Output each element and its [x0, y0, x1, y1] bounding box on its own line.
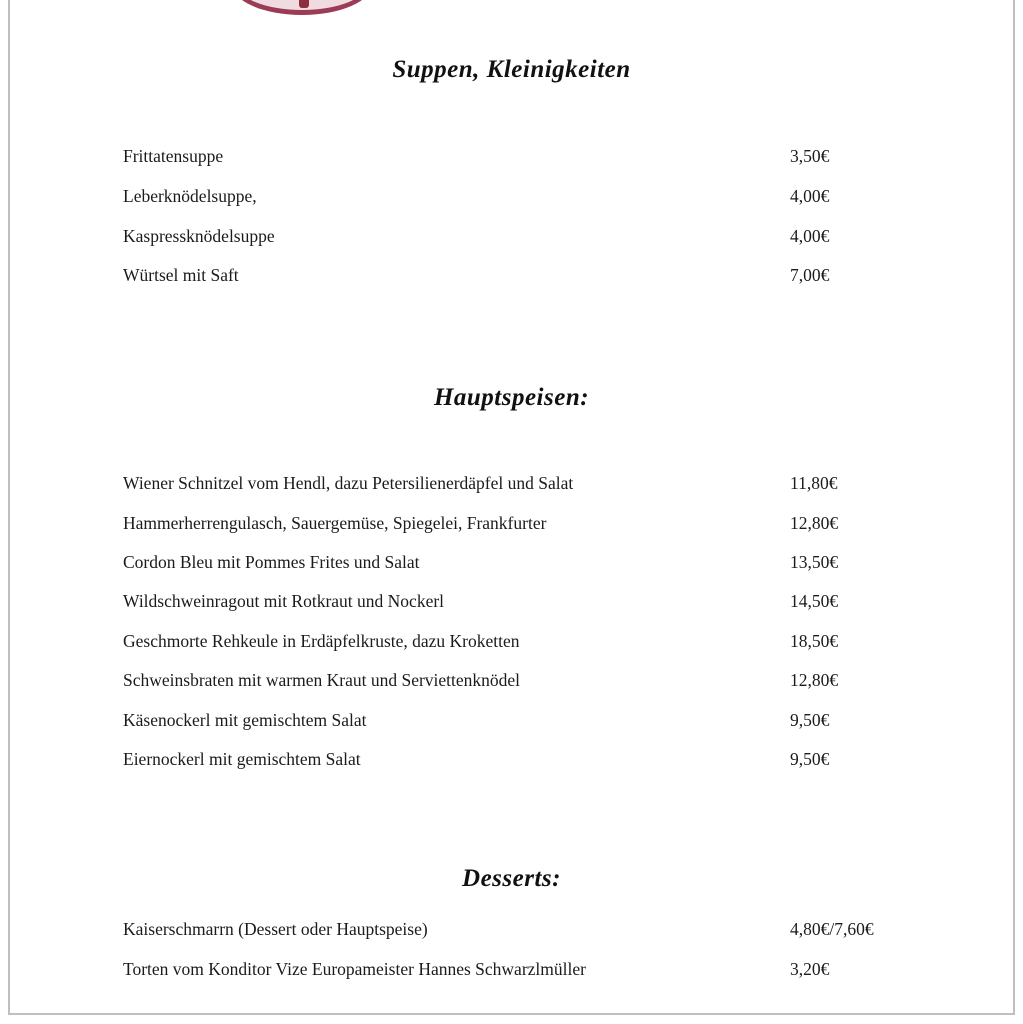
- menu-item-row: [0, 910, 1023, 950]
- menu-item-name: Käsenockerl mit gemischtem Salat: [123, 709, 367, 730]
- menu-item-name: Frittatensuppe: [123, 146, 224, 167]
- menu-item-price: 14,50€: [790, 591, 839, 612]
- menu-item-name: Geschmorte Rehkeule in Erdäpfelkruste, dazu Kroketten: [123, 630, 520, 651]
- restaurant-logo: [232, 0, 372, 15]
- logo-emblem-icon: [299, 0, 309, 8]
- menu-item-row: [0, 950, 1023, 990]
- section-title-suppen: Suppen, Kleinigkeiten: [392, 56, 631, 83]
- menu-item-name: Kaiserschmarrn (Dessert oder Hauptspeise): [123, 919, 428, 940]
- menu-item-row: [0, 622, 1023, 661]
- section-title-desserts: Desserts:: [462, 865, 561, 892]
- menu-item-row: [0, 464, 1023, 503]
- menu-item-name: Wildschweinragout mit Rotkraut und Nockerl: [123, 591, 445, 612]
- menu-item-name: Würtsel mit Saft: [123, 265, 239, 286]
- menu-item-name: Hammerherrengulasch, Sauergemüse, Spiegelei, Frankfurter: [123, 512, 547, 533]
- menu-item-row: [0, 137, 1023, 177]
- menu-item-name: Torten vom Konditor Vize Europameister Hannes Schwarzlmüller: [123, 958, 586, 979]
- menu-item-price: 7,00€: [790, 265, 830, 286]
- menu-section-desserts: [0, 910, 1023, 989]
- menu-item-row: [0, 216, 1023, 256]
- menu-item-price: 4,00€: [790, 186, 830, 207]
- menu-item-row: [0, 177, 1023, 217]
- menu-item-row: [0, 582, 1023, 621]
- menu-item-price: 11,80€: [790, 473, 838, 494]
- menu-section-hauptspeisen: [0, 464, 1023, 779]
- menu-item-row: [0, 661, 1023, 700]
- menu-item-name: Schweinsbraten mit warmen Kraut und Serviettenknödel: [123, 670, 521, 691]
- menu-item-name: Wiener Schnitzel vom Hendl, dazu Petersilienerdäpfel und Salat: [123, 473, 574, 494]
- menu-item-name: Kaspressknödelsuppe: [123, 225, 275, 246]
- menu-item-price: 4,00€: [790, 225, 830, 246]
- menu-item-row: [0, 543, 1023, 582]
- menu-item-price: 13,50€: [790, 551, 839, 572]
- menu-item-row: [0, 256, 1023, 296]
- menu-item-price: 9,50€: [790, 709, 830, 730]
- section-title-hauptspeisen: Hauptspeisen:: [433, 384, 590, 411]
- menu-item-row: [0, 700, 1023, 739]
- menu-item-price: 4,80€/7,60€: [790, 919, 874, 940]
- menu-section-suppen: [0, 137, 1023, 296]
- menu-item-price: 9,50€: [790, 748, 830, 769]
- menu-item-price: 3,50€: [790, 146, 830, 167]
- menu-item-price: 12,80€: [790, 512, 839, 533]
- menu-item-price: 12,80€: [790, 670, 839, 691]
- menu-item-row: [0, 503, 1023, 542]
- menu-item-name: Cordon Bleu mit Pommes Frites und Salat: [123, 551, 420, 572]
- menu-item-row: [0, 740, 1023, 779]
- menu-item-price: 18,50€: [790, 630, 839, 651]
- menu-item-name: Leberknödelsuppe,: [123, 186, 257, 207]
- menu-item-price: 3,20€: [790, 958, 830, 979]
- menu-item-name: Eiernockerl mit gemischtem Salat: [123, 748, 361, 769]
